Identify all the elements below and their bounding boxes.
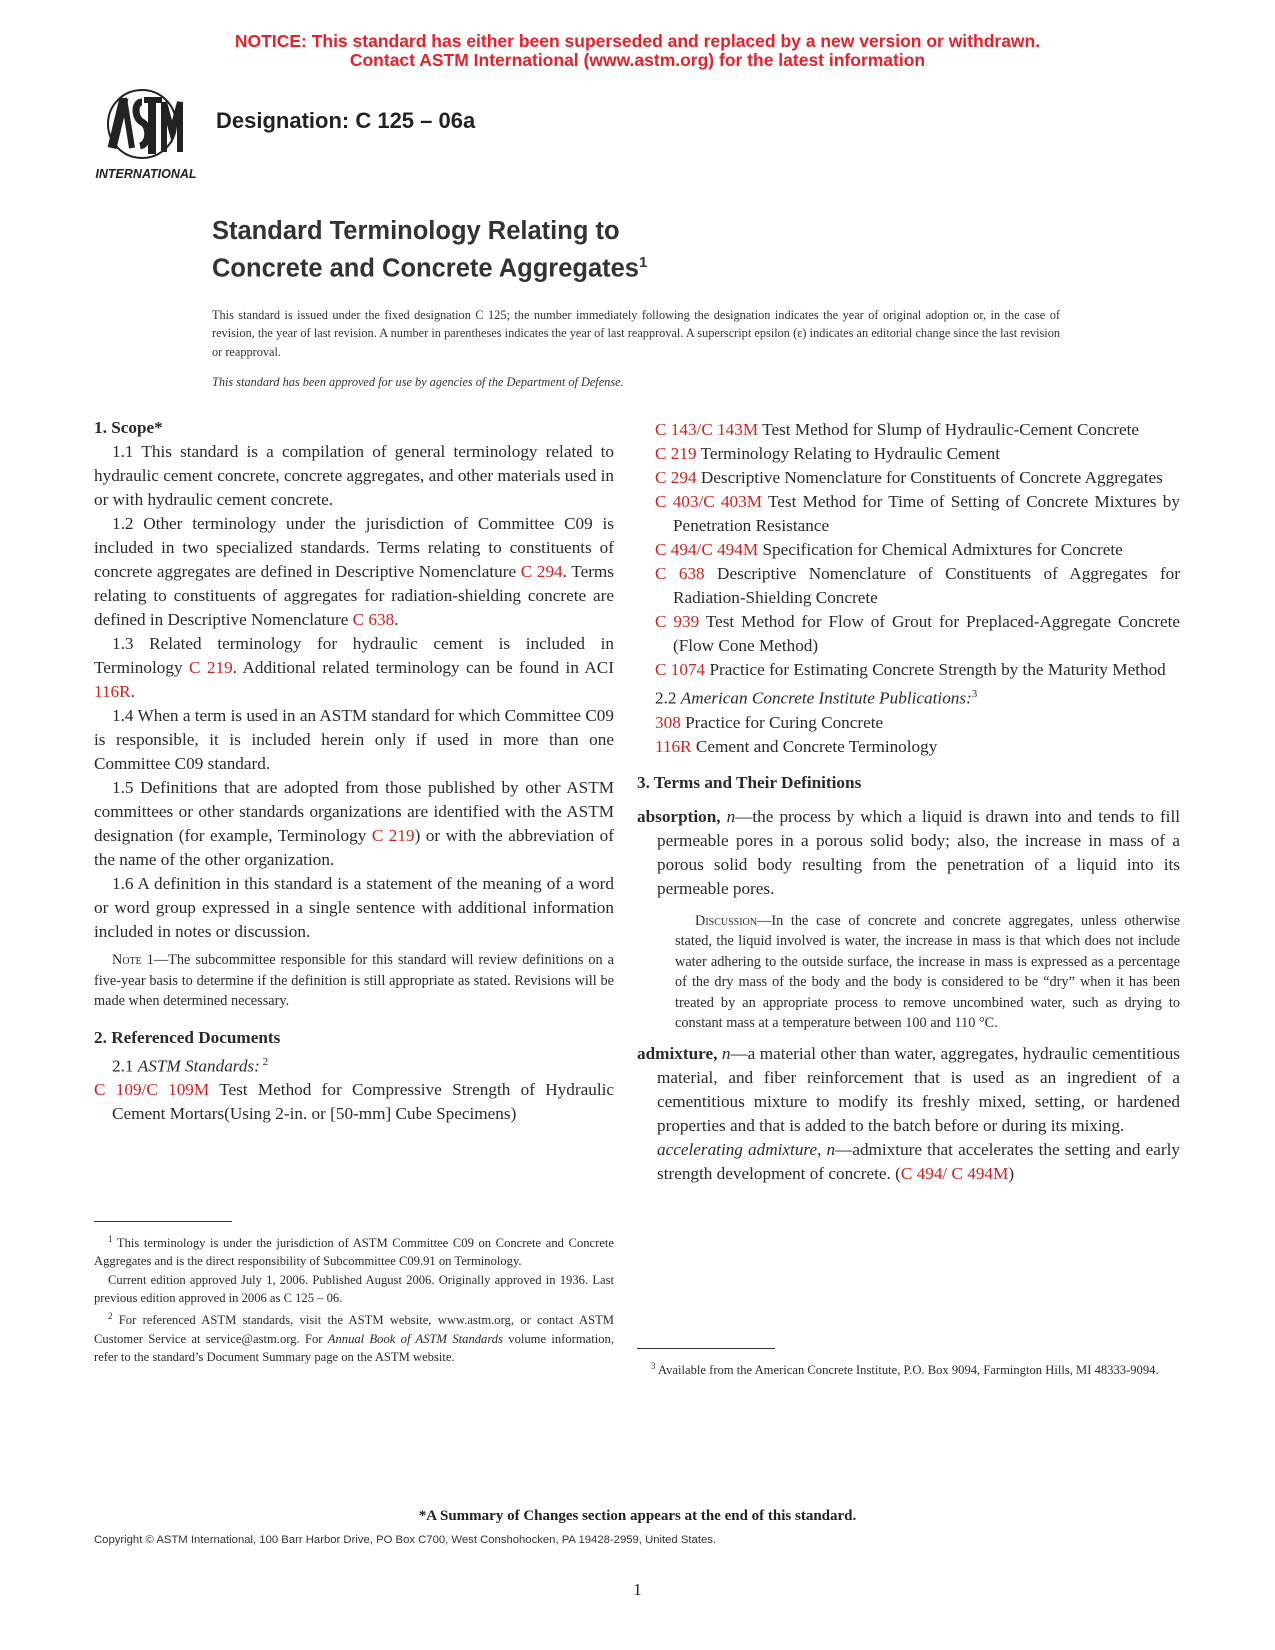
ref-link-c939[interactable]: C 939 xyxy=(655,612,700,631)
ref-item-c219: C 219 Terminology Relating to Hydraulic Cement xyxy=(655,444,1001,463)
ref-item-c109: C 109/C 109M Test Method for Compressive Strength of Hydraulic Cement Mortars(Using 2-in. or [50-mm] Cube Specimens) xyxy=(94,1080,614,1124)
ref-link-c294[interactable]: C 294 xyxy=(520,562,563,581)
dod-note: This standard has been approved for use by agencies of the Department of Defense. xyxy=(212,375,624,389)
scope-note-1: Note 1—The subcommittee responsible for this standard will review definitions on a five-year basis to determine if the definition is still appropriate as stated. Revisions will be made when determined necessary. xyxy=(94,952,614,1009)
title-line-2: Concrete and Concrete Aggregates xyxy=(212,254,639,283)
title-footnote-mark: 1 xyxy=(639,254,648,271)
ref-link-c638-b[interactable]: C 638 xyxy=(655,564,705,583)
scope-heading: 1. Scope* xyxy=(94,418,163,437)
footnote-3: $^3$ Available from the American Concrete Institute, P.O. Box 9094, Farmington Hills, MI 48333-9094. xyxy=(651,1361,1159,1378)
left-column xyxy=(94,418,614,1126)
scope-1-5: 1.5 Definitions that are adopted from those published by other ASTM committees or other standards organizations are identified with the ASTM designation (for example, Terminology C 219) or with the abbreviation of the name of the other organization. xyxy=(94,778,614,869)
ref-item-c1074: C 1074 Practice for Estimating Concrete Strength by the Maturity Method xyxy=(655,660,1166,679)
ref-item-c939: C 939 Test Method for Flow of Grout for Preplaced-Aggregate Concrete (Flow Cone Method) xyxy=(655,612,1180,655)
footnote-rule-right xyxy=(637,1348,775,1349)
ref-link-308[interactable]: 308 xyxy=(655,712,681,732)
ref-item-116r: 116R Cement and Concrete Terminology xyxy=(655,736,938,756)
ref-link-c494[interactable]: C 494/C 494M xyxy=(655,540,759,559)
astm-logo xyxy=(94,88,198,188)
scope-1-2: 1.2 Other terminology under the jurisdiction of Committee C09 is included in two specialized standards. Terms relating to constituents of concrete aggregates are defined in Descriptive Nomenclature C 294. Terms relating to constituents of aggregates for radiation-shielding concrete are defined in Descriptive Nomenclature C 638. xyxy=(94,514,614,629)
scope-1-1: 1.1 This standard is a compilation of general terminology related to hydraulic cement concrete, concrete aggregates, and other materials used in or with hydraulic cement concrete. xyxy=(94,442,614,509)
ref-link-c494-b[interactable]: C 494/ C 494M xyxy=(900,1163,1009,1183)
copyright: Copyright © ASTM International, 100 Barr Harbor Drive, PO Box C700, West Conshohocken, PA 19428-2959, United States. xyxy=(94,1534,717,1546)
ref-item-c494: C 494/C 494M Specification for Chemical Admixtures for Concrete xyxy=(655,540,1123,559)
withdrawal-notice xyxy=(0,32,1275,70)
ref-item-308: 308 Practice for Curing Concrete xyxy=(655,712,884,732)
ref-link-116r[interactable]: 116R xyxy=(94,682,131,701)
astm-standards-label: 2.1 ASTM Standards: $^2$ xyxy=(112,1055,269,1076)
ref-link-c109[interactable]: C 109/C 109M xyxy=(94,1080,210,1100)
ref-item-c143: C 143/C 143M Test Method for Slump of Hydraulic-Cement Concrete xyxy=(655,420,1139,439)
document-title xyxy=(212,216,647,285)
referenced-heading: 2. Referenced Documents xyxy=(94,1027,281,1047)
aci-publications-label: 2.2 American Concrete Institute Publications:$^3$ xyxy=(655,688,978,708)
scope-1-4: 1.4 When a term is used in an ASTM standard for which Committee C09 is responsible, it is included herein only if used in more than one Committee C09 standard. xyxy=(94,706,614,773)
ref-link-c1074[interactable]: C 1074 xyxy=(655,660,706,679)
ref-link-c638[interactable]: C 638 xyxy=(352,610,395,629)
issue-note: This standard is issued under the fixed designation C 125; the number immediately following the designation indicates the year of original adoption or, in the case of revision, the year of last revision. A number in parentheses indicates the year of last reapproval. A superscript epsilon (ε) indicates an editorial change since the last revision or reapproval. xyxy=(212,308,1060,359)
ref-link-c143[interactable]: C 143/C 143M xyxy=(655,420,759,439)
notice-line-1: NOTICE: This standard has either been superseded and replaced by a new version or withdrawn. xyxy=(234,31,1041,51)
scope-1-3: 1.3 Related terminology for hydraulic cement is included in Terminology C 219. Additional related terminology can be found in ACI 116R. xyxy=(94,634,614,701)
ref-link-c403[interactable]: C 403/C 403M xyxy=(655,492,763,511)
footnotes-right xyxy=(637,1357,1180,1379)
notice-line-2: Contact ASTM International (www.astm.org) for the latest information xyxy=(349,50,926,70)
scope-1-6: 1.6 A definition in this standard is a statement of the meaning of a word or word group expressed in a single sentence with additional information included in notes or discussion. xyxy=(94,874,614,941)
page-number: 1 xyxy=(633,1580,642,1599)
ref-link-c219-b[interactable]: C 219 xyxy=(371,826,415,845)
right-column xyxy=(637,418,1181,1186)
ref-link-c294-b[interactable]: C 294 xyxy=(655,468,697,487)
footnote-1: $^1$ This terminology is under the jurisdiction of ASTM Committee C09 on Concrete and Concrete Aggregates and is the direct responsibility of Subcommittee C09.91 on Terminology. xyxy=(94,1234,614,1269)
designation: Designation: C 125 – 06a xyxy=(216,108,476,133)
ref-link-116r-b[interactable]: 116R xyxy=(655,736,692,756)
term-absorption: absorption, n—the process by which a liquid is drawn into and tends to fill permeable pores in a porous solid body; also, the increase in mass of a porous solid body resulting from the penetration of a liquid into its permeable pores. xyxy=(637,806,1181,898)
terms-heading: 3. Terms and Their Definitions xyxy=(637,772,862,792)
logo-text: INTERNATIONAL xyxy=(95,167,197,181)
term-accelerating-admixture: accelerating admixture, n—admixture that accelerates the setting and early strength development of concrete. (C 494/ C 494M) xyxy=(657,1139,1180,1183)
discussion-absorption: Discussion—In the case of concrete and concrete aggregates, unless otherwise stated, the liquid involved is water, the increase in mass is that which does not include water adhering to the outside surface, the increase in mass is expressed as a percentage of the dry mass of the body and the body is considered to be “dry” when it has been treated by an appropriate process to remove uncombined water, such as drying to constant mass at a temperature between 100 and 110 °C. xyxy=(675,912,1180,1032)
ref-item-c638: C 638 Descriptive Nomenclature of Constituents of Aggregates for Radiation-Shielding Concrete xyxy=(655,564,1181,607)
title-line-1: Standard Terminology Relating to xyxy=(212,217,620,245)
ref-link-c219[interactable]: C 219 xyxy=(188,658,233,677)
footnote-2: $^2$ For referenced ASTM standards, visit the ASTM website, www.astm.org, or contact ASTM Customer Service at service@astm.org. For Annual Book of ASTM Standards volume information, refer to the standard’s Document Summary page on the ASTM website. xyxy=(94,1311,614,1365)
ref-link-c219-c[interactable]: C 219 xyxy=(655,444,697,463)
astm-logo-icon xyxy=(94,88,198,188)
summary-note: *A Summary of Changes section appears at the end of this standard. xyxy=(418,1508,857,1524)
footnote-rule-left xyxy=(94,1221,232,1222)
ref-item-c403: C 403/C 403M Test Method for Time of Setting of Concrete Mixtures by Penetration Resistance xyxy=(655,492,1180,535)
footnotes-left xyxy=(94,1230,614,1366)
term-admixture: admixture, n—a material other than water, aggregates, hydraulic cementitious material, and fiber reinforcement that is used as an ingredient of a cementitious mixture to modify its freshly mixed, setting, or hardened properties and that is added to the batch before or during its mixing. xyxy=(637,1043,1180,1135)
footnote-1-b: Current edition approved July 1, 2006. Published August 2006. Originally approved in 1936. Last previous edition approved in 2006 as C 125 – 06. xyxy=(94,1272,614,1306)
ref-item-c294: C 294 Descriptive Nomenclature for Constituents of Concrete Aggregates xyxy=(655,468,1163,487)
